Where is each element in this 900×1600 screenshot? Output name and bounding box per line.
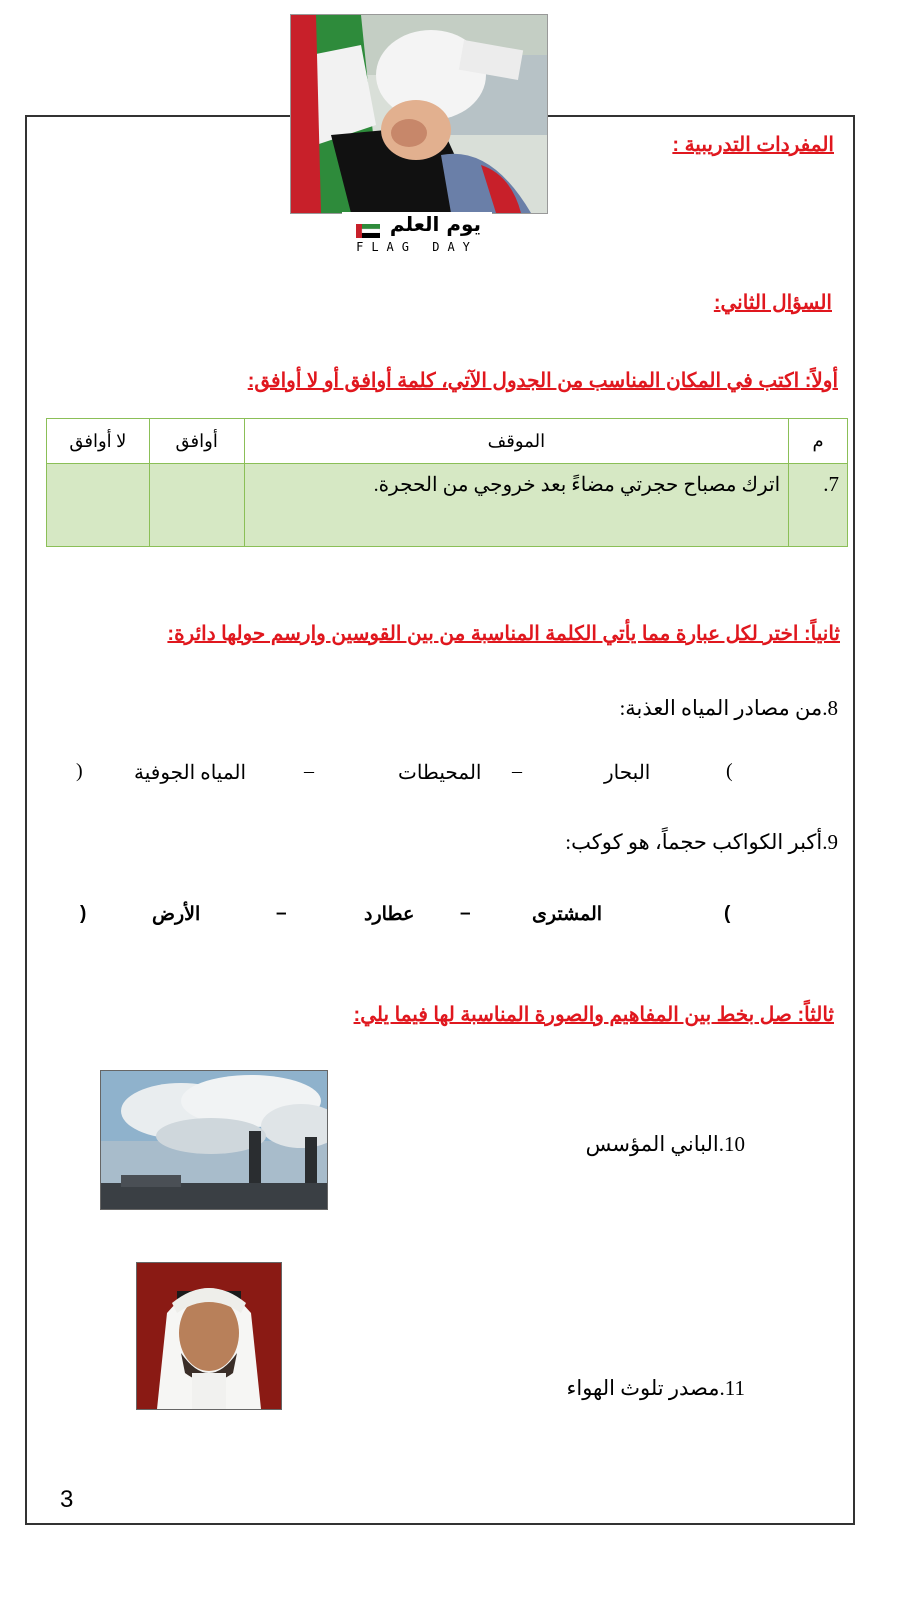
question-title: السؤال الثاني: bbox=[713, 292, 832, 314]
flag-day-logo bbox=[342, 212, 492, 262]
row-number: 7. bbox=[789, 464, 848, 547]
agree-disagree-table bbox=[46, 418, 848, 547]
row-statement: اترك مصباح حجرتي مضاءً بعد خروجي من الحجرة. bbox=[244, 464, 789, 547]
option-9-1[interactable]: المشترى bbox=[532, 904, 603, 925]
page-number: 3 bbox=[60, 1486, 74, 1513]
dash-separator: – bbox=[460, 903, 471, 924]
dash-separator: – bbox=[276, 903, 287, 924]
close-paren: ) bbox=[76, 760, 83, 782]
option-8-1[interactable]: البحار bbox=[604, 762, 651, 784]
open-paren: ( bbox=[724, 903, 731, 924]
founder-portrait-photo[interactable] bbox=[136, 1262, 282, 1410]
col-header-agree: أوافق bbox=[149, 419, 244, 464]
question-8-number: 8. bbox=[822, 696, 838, 720]
question-8-text: من مصادر المياه العذبة: bbox=[619, 696, 823, 720]
col-header-number: م bbox=[789, 419, 848, 464]
open-paren: ( bbox=[726, 760, 733, 782]
table-row bbox=[47, 464, 848, 547]
concept-11-text: مصدر تلوث الهواء bbox=[566, 1376, 720, 1400]
logo-arabic-text: يوم العلم bbox=[342, 212, 492, 236]
section-title: المفردات التدريبية : bbox=[672, 134, 834, 156]
dash-separator: – bbox=[304, 760, 314, 782]
col-header-statement: الموقف bbox=[244, 419, 789, 464]
col-header-disagree: لا أوافق bbox=[47, 419, 150, 464]
factory-smoke-photo[interactable] bbox=[100, 1070, 328, 1210]
question-9-number: 9. bbox=[822, 830, 838, 854]
uae-flag-icon bbox=[356, 219, 380, 233]
concept-10-text: الباني المؤسس bbox=[585, 1132, 719, 1156]
question-9 bbox=[565, 830, 838, 855]
part2-instruction: ثانياً: اختر لكل عبارة مما يأتي الكلمة المناسبة من بين القوسين وارسم حولها دائرة: bbox=[167, 623, 840, 645]
concept-11[interactable] bbox=[567, 1376, 746, 1401]
table-header-row bbox=[47, 419, 848, 464]
disagree-cell[interactable] bbox=[47, 464, 150, 547]
part3-instruction: ثالثاً: صل بخط بين المفاهيم والصورة المناسبة لها فيما يلي: bbox=[353, 1004, 834, 1026]
concept-11-number: 11. bbox=[719, 1376, 745, 1400]
question-8 bbox=[619, 696, 838, 721]
dash-separator: – bbox=[512, 760, 522, 782]
question-8-options bbox=[76, 760, 756, 790]
close-paren: ) bbox=[80, 903, 87, 924]
question-9-options bbox=[80, 903, 760, 933]
question-9-text: أكبر الكواكب حجماً، هو كوكب: bbox=[565, 830, 823, 854]
concept-10[interactable] bbox=[586, 1132, 745, 1157]
concept-10-number: 10. bbox=[718, 1132, 745, 1156]
flag-day-photo bbox=[290, 14, 548, 214]
logo-english-text: FLAG DAY bbox=[356, 240, 478, 254]
option-8-2[interactable]: المحيطات bbox=[398, 762, 482, 784]
option-9-2[interactable]: عطارد bbox=[364, 904, 415, 925]
option-8-3[interactable]: المياه الجوفية bbox=[134, 762, 247, 784]
option-9-3[interactable]: الأرض bbox=[152, 904, 201, 925]
agree-cell[interactable] bbox=[149, 464, 244, 547]
part1-instruction: أولاً: اكتب في المكان المناسب من الجدول الآتي، كلمة أوافق أو لا أوافق: bbox=[247, 370, 838, 392]
